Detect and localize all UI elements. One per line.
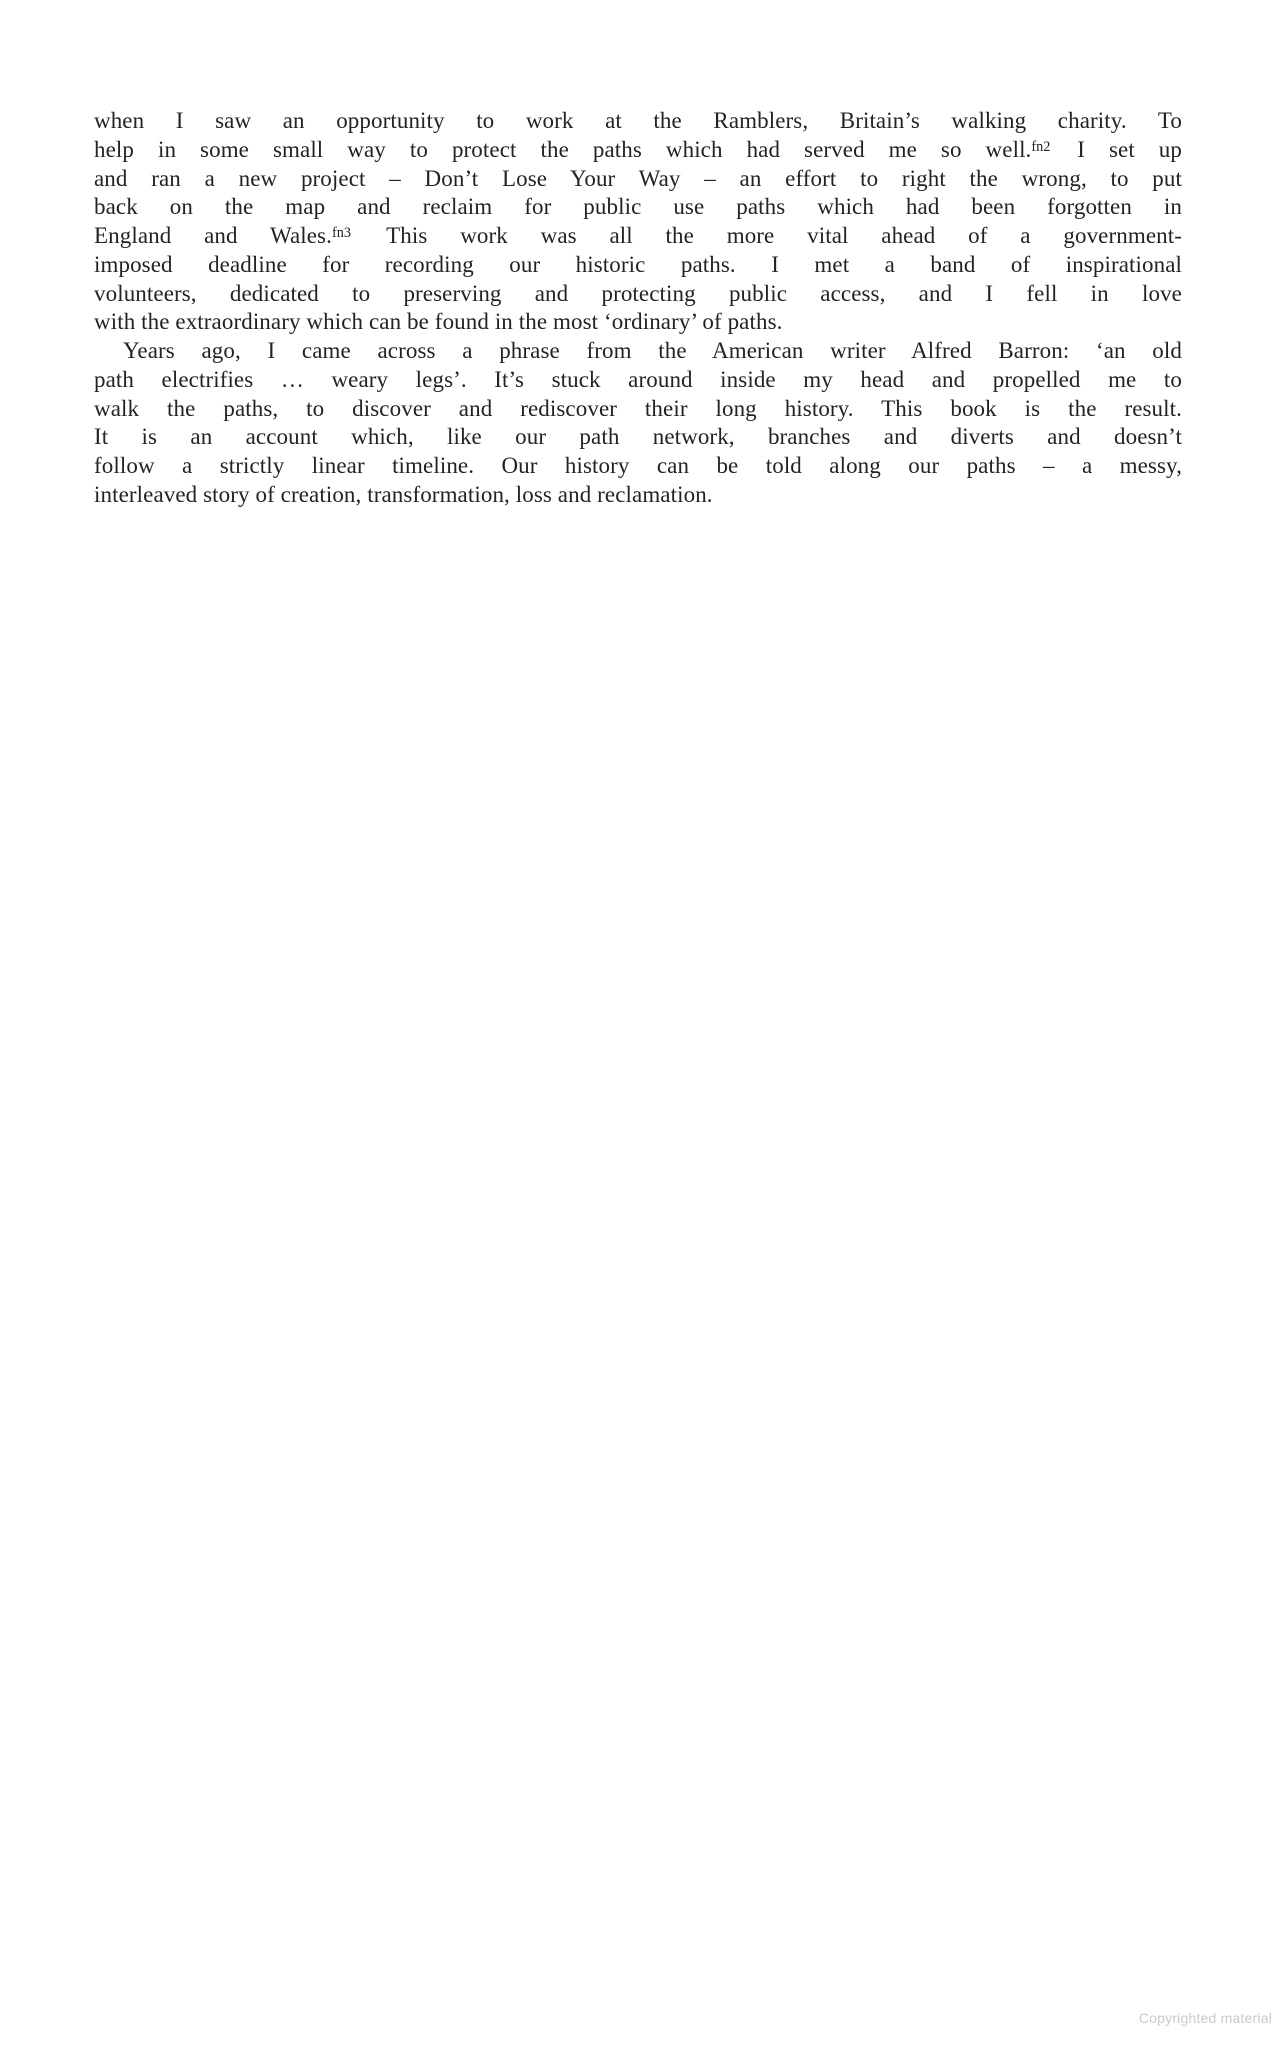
- p1-line-7: volunteers, dedicated to preserving and protecting public access, and I fell in love: [94, 280, 1182, 306]
- p1-line-2: [94, 136, 1182, 165]
- p1-line-5-text: England and Wales.: [94, 223, 332, 248]
- p1-line-6: imposed deadline for recording our historic paths. I met a band of inspirational: [94, 251, 1182, 277]
- p2-line-1: Years ago, I came across a phrase from the American writer Alfred Barron: ‘an old: [123, 338, 1182, 363]
- paragraph-2: [94, 337, 1182, 510]
- footnote-reference-fn3: fn3: [331, 225, 351, 242]
- p1-line-8: with the extraordinary which can be found in the most ‘ordinary’ of paths.: [94, 309, 783, 335]
- p1-line-2-text: help in some small way to protect the paths which had served me so well.: [94, 136, 1032, 162]
- p2-line-2: path electrifies … weary legs’. It’s stuck around inside my head and propelled me to: [94, 366, 1182, 392]
- p1-line-5: [94, 222, 1182, 251]
- p2-line-4: It is an account which, like our path network, branches and diverts and doesn’t: [94, 424, 1182, 450]
- body-text: [94, 107, 1182, 510]
- p1-line-4: back on the map and reclaim for public use paths which had been forgotten in: [94, 194, 1182, 220]
- p1-line-5-rest: This work was all the more vital ahead of a government-: [353, 223, 1182, 248]
- p2-line-5: follow a strictly linear timeline. Our history can be told along our paths – a messy,: [94, 453, 1182, 478]
- p1-line-1: when I saw an opportunity to work at the Ramblers, Britain’s walking charity. To: [94, 108, 1182, 133]
- p2-line-6: interleaved story of creation, transformation, loss and reclamation.: [94, 481, 713, 507]
- p1-line-3: and ran a new project – Don’t Lose Your Way – an effort to right the wrong, to put: [94, 165, 1182, 191]
- p2-line-3: walk the paths, to discover and rediscover their long history. This book is the result.: [94, 395, 1182, 421]
- paragraph-1: [94, 107, 1182, 337]
- p1-line-2-rest: I set up: [1053, 136, 1183, 162]
- footnote-reference-fn2: fn2: [1031, 138, 1051, 155]
- copyright-watermark: Copyrighted material: [1138, 2010, 1272, 2026]
